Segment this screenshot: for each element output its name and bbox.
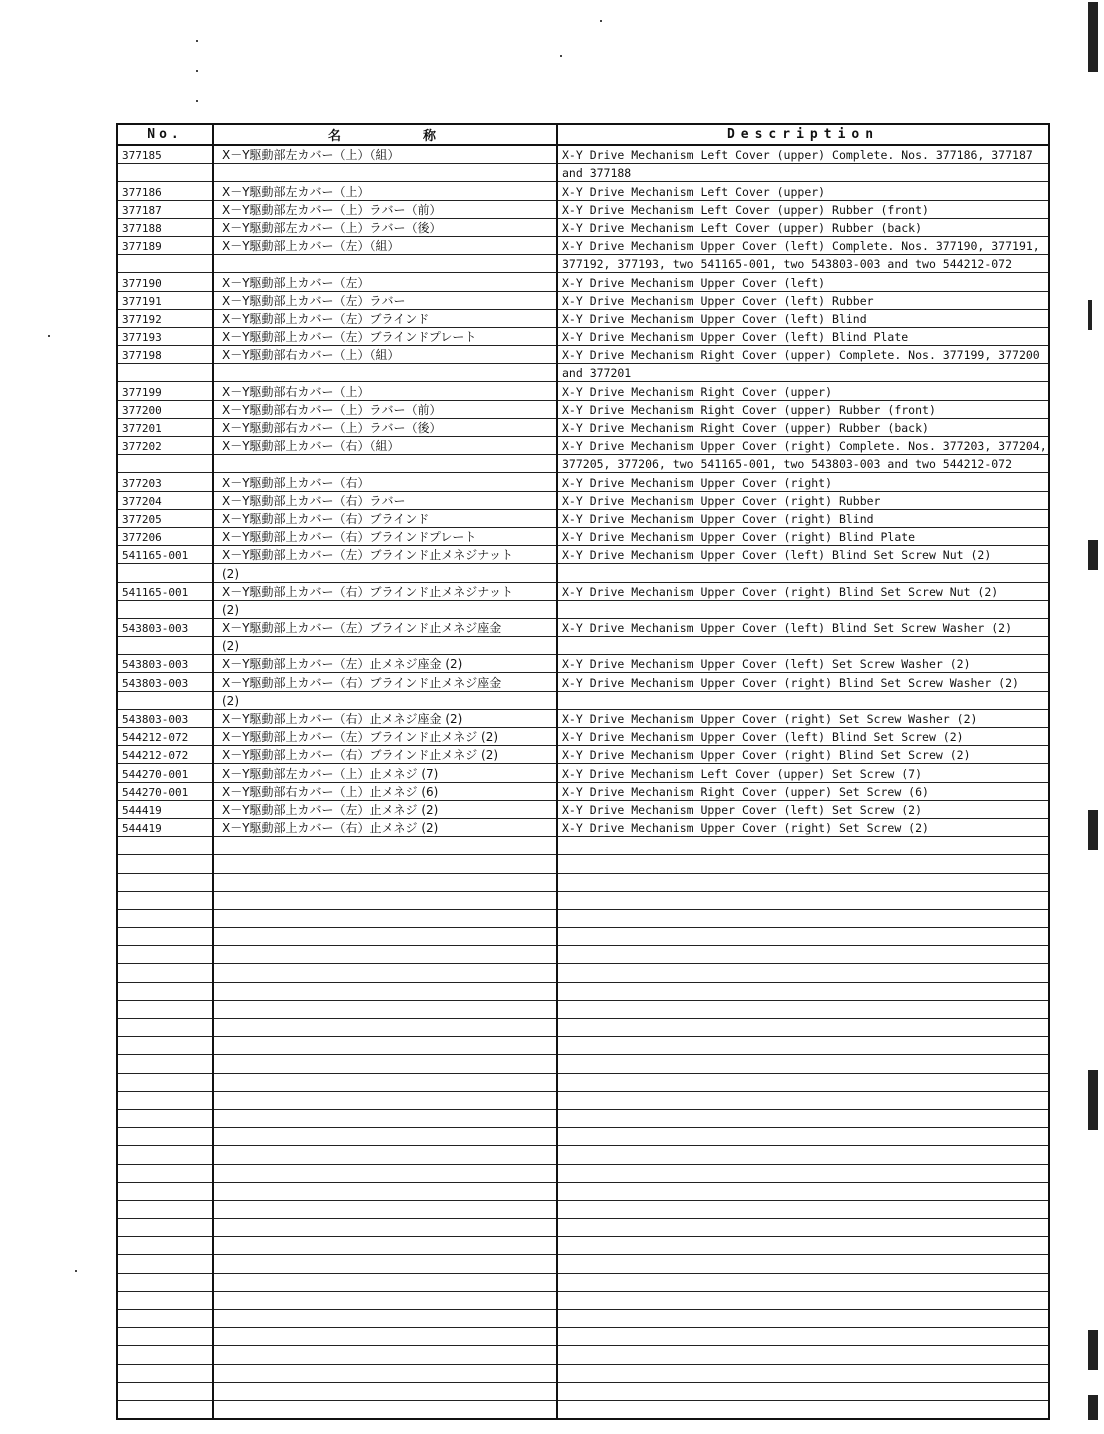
part-number-cell: 544212-072 (117, 728, 213, 746)
table-row (117, 382, 1049, 400)
part-description-cell: X-Y Drive Mechanism Right Cover (upper) Rubber (back) (557, 418, 1049, 436)
empty-cell (213, 873, 557, 891)
empty-table-row (117, 928, 1049, 946)
scan-speck (560, 55, 562, 57)
part-name-cell: X－Y駆動部左カバー（上） (213, 182, 557, 200)
parts-table (116, 123, 1050, 1420)
table-row (117, 546, 1049, 564)
empty-table-row (117, 1000, 1049, 1018)
part-number-cell: 377206 (117, 527, 213, 545)
table-row (117, 182, 1049, 200)
empty-cell (117, 1164, 213, 1182)
part-name-cell: X－Y駆動部上カバー（右）ブラインド止メネジナット (213, 582, 557, 600)
part-name-cell: (2) (213, 564, 557, 582)
empty-cell (213, 1346, 557, 1364)
part-description-cell: 377192, 377193, two 541165-001, two 543803-003 and two 544212-072 (557, 255, 1049, 273)
empty-cell (213, 946, 557, 964)
empty-cell (213, 1237, 557, 1255)
part-number-cell: 377204 (117, 491, 213, 509)
part-number-cell: 544419 (117, 818, 213, 836)
table-row (117, 618, 1049, 636)
part-name-cell: X－Y駆動部上カバー（左） (213, 273, 557, 291)
part-description-cell: X-Y Drive Mechanism Upper Cover (left) Blind Plate (557, 327, 1049, 345)
part-number-cell (117, 164, 213, 182)
empty-cell (213, 855, 557, 873)
empty-cell (117, 1273, 213, 1291)
empty-cell (117, 891, 213, 909)
part-number-cell (117, 255, 213, 273)
part-description-cell: X-Y Drive Mechanism Left Cover (upper) Rubber (front) (557, 200, 1049, 218)
part-name-cell: X－Y駆動部左カバー（上）ラバー（前） (213, 200, 557, 218)
empty-table-row (117, 1400, 1049, 1419)
part-description-cell (557, 691, 1049, 709)
part-name-cell (213, 364, 557, 382)
empty-table-row (117, 1164, 1049, 1182)
table-row (117, 673, 1049, 691)
table-row (117, 273, 1049, 291)
empty-table-row (117, 1182, 1049, 1200)
table-row (117, 327, 1049, 345)
empty-table-row (117, 891, 1049, 909)
table-row (117, 346, 1049, 364)
table-row (117, 218, 1049, 236)
empty-cell (117, 982, 213, 1000)
empty-table-row (117, 1055, 1049, 1073)
scan-speck (600, 20, 602, 22)
part-number-cell: 377186 (117, 182, 213, 200)
empty-cell (557, 1182, 1049, 1200)
part-number-cell: 377188 (117, 218, 213, 236)
part-description-cell: X-Y Drive Mechanism Upper Cover (right) Set Screw Washer (2) (557, 709, 1049, 727)
scan-speck (196, 70, 198, 72)
empty-table-row (117, 1382, 1049, 1400)
part-description-cell (557, 600, 1049, 618)
empty-table-row (117, 1346, 1049, 1364)
empty-cell (213, 1255, 557, 1273)
part-number-cell: 543803-003 (117, 709, 213, 727)
empty-cell (117, 1291, 213, 1309)
part-name-cell: X－Y駆動部上カバー（右）ブラインド (213, 509, 557, 527)
table-row (117, 600, 1049, 618)
table-row (117, 164, 1049, 182)
empty-cell (557, 964, 1049, 982)
empty-cell (213, 1400, 557, 1419)
table-row (117, 582, 1049, 600)
table-row (117, 637, 1049, 655)
part-description-cell: X-Y Drive Mechanism Upper Cover (left) Blind (557, 309, 1049, 327)
empty-cell (117, 1382, 213, 1400)
table-row (117, 491, 1049, 509)
part-description-cell: X-Y Drive Mechanism Upper Cover (right) Blind Set Screw Nut (2) (557, 582, 1049, 600)
part-name-cell: X－Y駆動部左カバー（上）（組） (213, 145, 557, 164)
part-number-cell: 377192 (117, 309, 213, 327)
empty-cell (557, 928, 1049, 946)
part-number-cell (117, 455, 213, 473)
table-row (117, 709, 1049, 727)
empty-cell (557, 1382, 1049, 1400)
part-name-cell: X－Y駆動部右カバー（上） (213, 382, 557, 400)
table-row (117, 364, 1049, 382)
scan-speck (196, 100, 198, 102)
part-description-cell: X-Y Drive Mechanism Right Cover (upper) Complete. Nos. 377199, 377200 (557, 346, 1049, 364)
empty-table-row (117, 964, 1049, 982)
scan-edge-artifact (1088, 0, 1098, 1434)
empty-cell (117, 1146, 213, 1164)
part-name-cell (213, 255, 557, 273)
empty-table-row (117, 909, 1049, 927)
part-name-cell: X－Y駆動部上カバー（左）ブラインド (213, 309, 557, 327)
empty-cell (557, 1073, 1049, 1091)
part-number-cell: 377189 (117, 236, 213, 254)
empty-cell (557, 1146, 1049, 1164)
part-description-cell: X-Y Drive Mechanism Upper Cover (left) Complete. Nos. 377190, 377191, (557, 236, 1049, 254)
part-description-cell: X-Y Drive Mechanism Upper Cover (right) Complete. Nos. 377203, 377204, (557, 437, 1049, 455)
empty-cell (117, 1037, 213, 1055)
empty-cell (557, 891, 1049, 909)
part-description-cell: X-Y Drive Mechanism Upper Cover (right) Blind Set Screw (2) (557, 746, 1049, 764)
part-name-cell: X－Y駆動部右カバー（上）止メネジ (6) (213, 782, 557, 800)
empty-table-row (117, 1364, 1049, 1382)
part-name-cell: X－Y駆動部右カバー（上）ラバー（前） (213, 400, 557, 418)
column-header-description: Description (557, 124, 1049, 145)
part-number-cell (117, 637, 213, 655)
table-row (117, 400, 1049, 418)
empty-cell (213, 1364, 557, 1382)
part-description-cell: X-Y Drive Mechanism Upper Cover (right) Set Screw (2) (557, 818, 1049, 836)
empty-table-row (117, 1073, 1049, 1091)
empty-cell (117, 1128, 213, 1146)
empty-cell (213, 1182, 557, 1200)
empty-cell (117, 928, 213, 946)
empty-table-row (117, 1200, 1049, 1218)
part-name-cell: X－Y駆動部上カバー（左）ブラインド止メネジナット (213, 546, 557, 564)
empty-cell (117, 1000, 213, 1018)
part-name-cell: X－Y駆動部上カバー（右）（組） (213, 437, 557, 455)
empty-table-row (117, 1310, 1049, 1328)
empty-table-row (117, 1255, 1049, 1273)
part-number-cell: 377201 (117, 418, 213, 436)
part-name-cell: X－Y駆動部上カバー（右） (213, 473, 557, 491)
part-number-cell: 377185 (117, 145, 213, 164)
empty-cell (213, 1073, 557, 1091)
part-description-cell: and 377188 (557, 164, 1049, 182)
part-name-cell: X－Y駆動部上カバー（左）ラバー (213, 291, 557, 309)
part-description-cell: X-Y Drive Mechanism Upper Cover (right) Blind Plate (557, 527, 1049, 545)
empty-cell (557, 1055, 1049, 1073)
empty-cell (213, 1055, 557, 1073)
empty-cell (557, 1000, 1049, 1018)
part-description-cell: X-Y Drive Mechanism Upper Cover (left) Rubber (557, 291, 1049, 309)
empty-cell (557, 909, 1049, 927)
empty-cell (213, 837, 557, 855)
part-description-cell: X-Y Drive Mechanism Left Cover (upper) Set Screw (7) (557, 764, 1049, 782)
empty-table-row (117, 1109, 1049, 1127)
part-name-cell: (2) (213, 600, 557, 618)
part-name-cell: X－Y駆動部上カバー（右）ブラインド止メネジ座金 (213, 673, 557, 691)
empty-cell (117, 909, 213, 927)
part-name-cell: X－Y駆動部上カバー（右）止メネジ座金 (2) (213, 709, 557, 727)
table-row (117, 437, 1049, 455)
part-name-cell: X－Y駆動部上カバー（右）止メネジ (2) (213, 818, 557, 836)
empty-cell (557, 873, 1049, 891)
empty-table-row (117, 1091, 1049, 1109)
table-row (117, 200, 1049, 218)
empty-cell (117, 1182, 213, 1200)
empty-table-row (117, 1019, 1049, 1037)
part-name-cell: X－Y駆動部左カバー（上）ラバー（後） (213, 218, 557, 236)
part-name-cell: X－Y駆動部右カバー（上）ラバー（後） (213, 418, 557, 436)
empty-cell (213, 1019, 557, 1037)
part-description-cell: X-Y Drive Mechanism Left Cover (upper) Rubber (back) (557, 218, 1049, 236)
empty-cell (117, 855, 213, 873)
empty-cell (557, 982, 1049, 1000)
empty-cell (213, 1037, 557, 1055)
empty-cell (557, 1037, 1049, 1055)
part-description-cell (557, 564, 1049, 582)
empty-cell (557, 1400, 1049, 1419)
part-description-cell: X-Y Drive Mechanism Upper Cover (left) Blind Set Screw Nut (2) (557, 546, 1049, 564)
part-number-cell (117, 600, 213, 618)
empty-table-row (117, 1291, 1049, 1309)
empty-cell (557, 1200, 1049, 1218)
empty-cell (117, 837, 213, 855)
part-number-cell: 541165-001 (117, 546, 213, 564)
empty-cell (557, 1164, 1049, 1182)
empty-cell (213, 891, 557, 909)
part-description-cell: X-Y Drive Mechanism Upper Cover (left) Blind Set Screw (2) (557, 728, 1049, 746)
part-number-cell: 377187 (117, 200, 213, 218)
part-number-cell: 377199 (117, 382, 213, 400)
empty-cell (213, 1091, 557, 1109)
empty-cell (557, 1291, 1049, 1309)
empty-cell (213, 1310, 557, 1328)
table-row (117, 509, 1049, 527)
empty-cell (117, 1219, 213, 1237)
empty-cell (557, 1273, 1049, 1291)
table-header-row (117, 124, 1049, 145)
empty-table-row (117, 1037, 1049, 1055)
empty-cell (117, 1364, 213, 1382)
part-description-cell: X-Y Drive Mechanism Upper Cover (left) Blind Set Screw Washer (2) (557, 618, 1049, 636)
empty-table-row (117, 1237, 1049, 1255)
part-description-cell: X-Y Drive Mechanism Right Cover (upper) Rubber (front) (557, 400, 1049, 418)
part-description-cell: X-Y Drive Mechanism Upper Cover (right) (557, 473, 1049, 491)
empty-cell (213, 1109, 557, 1127)
empty-cell (213, 964, 557, 982)
empty-cell (213, 1382, 557, 1400)
table-row (117, 291, 1049, 309)
part-number-cell: 377191 (117, 291, 213, 309)
empty-cell (557, 1237, 1049, 1255)
empty-cell (213, 909, 557, 927)
scan-speck (196, 40, 198, 42)
empty-table-row (117, 1273, 1049, 1291)
empty-cell (557, 1128, 1049, 1146)
part-description-cell: and 377201 (557, 364, 1049, 382)
part-name-cell: X－Y駆動部上カバー（右）ブラインド止メネジ (2) (213, 746, 557, 764)
table-row (117, 418, 1049, 436)
empty-cell (557, 1109, 1049, 1127)
part-name-cell: X－Y駆動部上カバー（左）（組） (213, 236, 557, 254)
empty-cell (117, 873, 213, 891)
part-description-cell: X-Y Drive Mechanism Upper Cover (right) Rubber (557, 491, 1049, 509)
empty-cell (117, 946, 213, 964)
empty-cell (117, 1255, 213, 1273)
empty-cell (213, 982, 557, 1000)
empty-table-row (117, 1128, 1049, 1146)
empty-cell (557, 837, 1049, 855)
column-header-no: No. (117, 124, 213, 145)
table-row (117, 236, 1049, 254)
table-row (117, 564, 1049, 582)
table-row (117, 145, 1049, 164)
part-number-cell: 544270-001 (117, 782, 213, 800)
empty-cell (213, 1200, 557, 1218)
empty-cell (117, 1310, 213, 1328)
parts-table-body (117, 145, 1049, 1419)
table-row (117, 728, 1049, 746)
part-name-cell: X－Y駆動部左カバー（上）止メネジ (7) (213, 764, 557, 782)
empty-cell (117, 964, 213, 982)
table-row (117, 800, 1049, 818)
empty-cell (557, 1019, 1049, 1037)
part-number-cell: 377202 (117, 437, 213, 455)
table-row (117, 527, 1049, 545)
table-row (117, 255, 1049, 273)
empty-table-row (117, 946, 1049, 964)
part-name-cell: X－Y駆動部右カバー（上）（組） (213, 346, 557, 364)
empty-cell (213, 1219, 557, 1237)
part-name-cell: X－Y駆動部上カバー（左）ブラインド止メネジ (2) (213, 728, 557, 746)
empty-cell (213, 1328, 557, 1346)
empty-cell (213, 1164, 557, 1182)
part-name-cell: X－Y駆動部上カバー（左）止メネジ座金 (2) (213, 655, 557, 673)
part-number-cell: 544212-072 (117, 746, 213, 764)
part-name-cell: (2) (213, 691, 557, 709)
part-description-cell: X-Y Drive Mechanism Upper Cover (right) Blind (557, 509, 1049, 527)
part-description-cell: 377205, 377206, two 541165-001, two 543803-003 and two 544212-072 (557, 455, 1049, 473)
empty-cell (557, 1310, 1049, 1328)
part-description-cell: X-Y Drive Mechanism Right Cover (upper) (557, 382, 1049, 400)
empty-table-row (117, 1328, 1049, 1346)
empty-cell (117, 1400, 213, 1419)
part-name-cell (213, 164, 557, 182)
empty-cell (117, 1019, 213, 1037)
empty-table-row (117, 1219, 1049, 1237)
column-header-name: 名 称 (213, 124, 557, 145)
table-row (117, 691, 1049, 709)
table-row (117, 818, 1049, 836)
part-description-cell: X-Y Drive Mechanism Left Cover (upper) Complete. Nos. 377186, 377187 (557, 145, 1049, 164)
part-number-cell: 543803-003 (117, 618, 213, 636)
part-description-cell (557, 637, 1049, 655)
empty-cell (557, 1219, 1049, 1237)
empty-cell (117, 1055, 213, 1073)
empty-table-row (117, 855, 1049, 873)
empty-cell (117, 1346, 213, 1364)
table-row (117, 455, 1049, 473)
empty-cell (213, 928, 557, 946)
empty-cell (117, 1328, 213, 1346)
part-number-cell (117, 364, 213, 382)
part-number-cell (117, 691, 213, 709)
empty-cell (213, 1273, 557, 1291)
table-row (117, 309, 1049, 327)
part-name-cell: X－Y駆動部上カバー（右）ラバー (213, 491, 557, 509)
scan-speck (48, 335, 50, 337)
part-number-cell: 377193 (117, 327, 213, 345)
empty-cell (117, 1237, 213, 1255)
part-number-cell: 544419 (117, 800, 213, 818)
part-description-cell: X-Y Drive Mechanism Right Cover (upper) Set Screw (6) (557, 782, 1049, 800)
empty-cell (213, 1146, 557, 1164)
part-number-cell: 544270-001 (117, 764, 213, 782)
part-description-cell: X-Y Drive Mechanism Upper Cover (left) Set Screw Washer (2) (557, 655, 1049, 673)
empty-cell (117, 1109, 213, 1127)
empty-cell (213, 1128, 557, 1146)
table-row (117, 782, 1049, 800)
empty-cell (557, 1255, 1049, 1273)
part-description-cell: X-Y Drive Mechanism Upper Cover (right) Blind Set Screw Washer (2) (557, 673, 1049, 691)
empty-cell (557, 1328, 1049, 1346)
part-number-cell: 377190 (117, 273, 213, 291)
empty-table-row (117, 873, 1049, 891)
part-number-cell: 377200 (117, 400, 213, 418)
empty-table-row (117, 1146, 1049, 1164)
part-name-cell: (2) (213, 637, 557, 655)
part-name-cell: X－Y駆動部上カバー（左）止メネジ (2) (213, 800, 557, 818)
table-row (117, 746, 1049, 764)
part-description-cell: X-Y Drive Mechanism Upper Cover (left) (557, 273, 1049, 291)
part-description-cell: X-Y Drive Mechanism Left Cover (upper) (557, 182, 1049, 200)
part-name-cell (213, 455, 557, 473)
table-row (117, 473, 1049, 491)
scan-speck (75, 1270, 77, 1272)
part-name-cell: X－Y駆動部上カバー（左）ブラインド止メネジ座金 (213, 618, 557, 636)
part-number-cell (117, 564, 213, 582)
part-name-cell: X－Y駆動部上カバー（左）ブラインドプレート (213, 327, 557, 345)
empty-cell (557, 1346, 1049, 1364)
empty-cell (117, 1073, 213, 1091)
part-number-cell: 541165-001 (117, 582, 213, 600)
empty-cell (557, 1091, 1049, 1109)
part-number-cell: 377205 (117, 509, 213, 527)
empty-table-row (117, 837, 1049, 855)
empty-cell (557, 1364, 1049, 1382)
part-name-cell: X－Y駆動部上カバー（右）ブラインドプレート (213, 527, 557, 545)
part-number-cell: 377203 (117, 473, 213, 491)
empty-cell (557, 855, 1049, 873)
empty-cell (117, 1091, 213, 1109)
empty-cell (213, 1291, 557, 1309)
part-number-cell: 377198 (117, 346, 213, 364)
part-description-cell: X-Y Drive Mechanism Upper Cover (left) Set Screw (2) (557, 800, 1049, 818)
part-number-cell: 543803-003 (117, 673, 213, 691)
part-number-cell: 543803-003 (117, 655, 213, 673)
empty-cell (557, 946, 1049, 964)
empty-table-row (117, 982, 1049, 1000)
table-row (117, 764, 1049, 782)
empty-cell (213, 1000, 557, 1018)
table-row (117, 655, 1049, 673)
empty-cell (117, 1200, 213, 1218)
